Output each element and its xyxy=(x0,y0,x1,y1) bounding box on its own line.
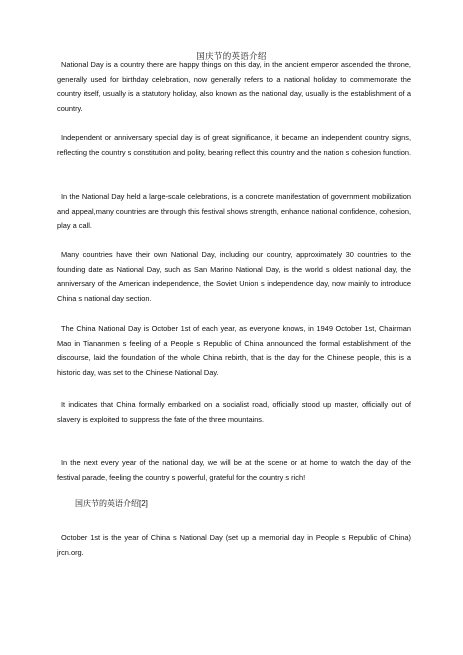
paragraph-5: The China National Day is October 1st of each year, as everyone knows, in 1949 October 1st, Chairman Mao in Tiananmen s feeling of a People s Republic of China announced the formal establishment of the discourse, laid the foundation of the whole China rebirth, that is the day for the Chinese people, this is a historic day, was set to the Chinese National Day. xyxy=(57,324,411,377)
paragraph-3: In the National Day held a large-scale celebrations, is a concrete manifestation of government mobilization and appeal,many countries are through this festival shows strength, enhance national confidence, cohesion, play a call. xyxy=(57,192,411,231)
subheading-text: 国庆节的英语介绍 xyxy=(75,499,139,508)
paragraph-6: It indicates that China formally embarked on a socialist road, officially stood up master, officially out of slavery is exploited to suppress the fate of the three mountains. xyxy=(57,400,411,424)
document-title: 国庆节的英语介绍 xyxy=(196,52,267,62)
section-subheading xyxy=(75,498,148,509)
subheading-reference: [2] xyxy=(139,499,148,508)
paragraph-1: National Day is a country there are happy things on this day, in the ancient emperor ascended the throne, generally used for birthday celebration, now generally refers to a national holiday to commemorate the country itself, usually is a statutory holiday, also known as the national day, usually is the establishment of a country. xyxy=(57,60,411,113)
paragraph-2: Independent or anniversary special day is of great significance, it became an independent country signs, reflecting the country s constitution and polity, bearing reflect this country and the nation s cohesion function. xyxy=(57,133,411,157)
paragraph-8: October 1st is the year of China s National Day (set up a memorial day in People s Republic of China) jrcn.org. xyxy=(57,533,411,557)
paragraph-7: In the next every year of the national day, we will be at the scene or at home to watch the day of the festival parade, feeling the country s powerful, grateful for the country s rich! xyxy=(57,458,411,482)
paragraph-4: Many countries have their own National Day, including our country, approximately 30 countries to the founding date as National Day, such as San Marino National Day, is the world s oldest national day, the anniversary of the American independence, the Soviet Union s independence day, now mainly to introduce China s national day section. xyxy=(57,250,411,303)
